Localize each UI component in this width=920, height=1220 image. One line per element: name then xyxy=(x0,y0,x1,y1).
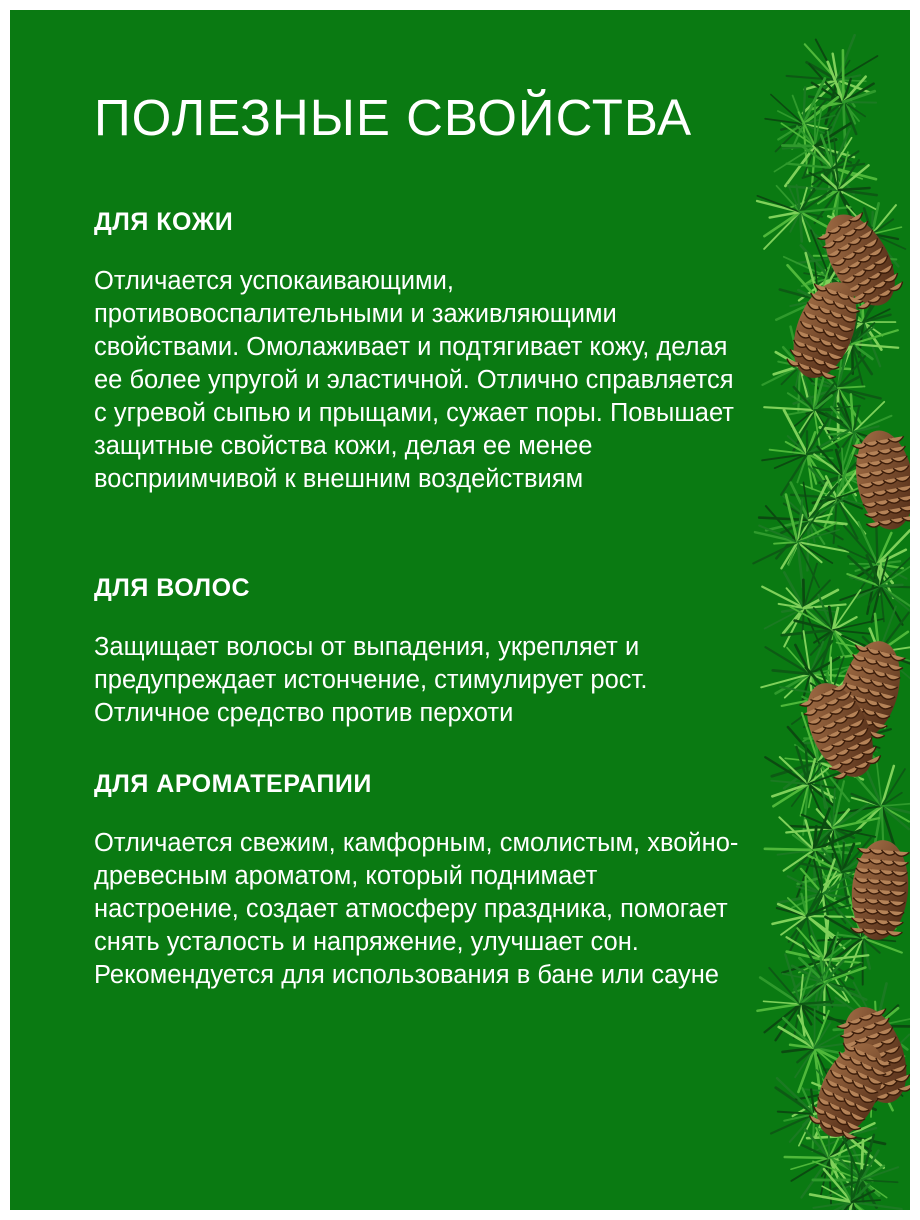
section-heading-aromatherapy: ДЛЯ АРОМАТЕРАПИИ xyxy=(94,770,372,798)
pine-needle xyxy=(806,877,807,916)
section-heading-hair: ДЛЯ ВОЛОС xyxy=(94,574,251,602)
pine-needle xyxy=(843,102,876,103)
pine-needle xyxy=(837,35,855,80)
pine-needle xyxy=(843,50,844,102)
pine-needle xyxy=(880,586,908,610)
section-text-skin: Отличается успокаивающими, противовоспалительными и заживляющими свойствами. Омолаживает и подтягивает кожу, делая ее более упругой и эластичной. Отлично справляется с угревой сыпью и прыщами, сужает поры. Повышает защитные свойства кожи, делая ее менее восприимчивой к внешним воздействиям xyxy=(94,267,734,493)
content-block xyxy=(94,89,744,989)
section-text-aromatherapy: Отличается свежим, камфорным, смолистым, хвойно-древесным ароматом, который поднимает настроение, создает атмосферу праздника, помогает снять усталость и напряжение, улучшает сон. Рекомендуется для использования в бане или сауне xyxy=(94,829,739,989)
pine-needle xyxy=(785,1157,829,1158)
pine-needle xyxy=(861,1180,897,1182)
pine-needle xyxy=(862,300,863,322)
pine-needle xyxy=(882,769,905,806)
pine-needle xyxy=(837,498,858,539)
pine-needle xyxy=(814,850,815,886)
pine-needle xyxy=(765,849,814,850)
pine-branch-with-cones-icon xyxy=(710,10,910,1210)
product-info-card xyxy=(10,10,910,1210)
pine-needle xyxy=(807,916,856,917)
section-heading-skin: ДЛЯ КОЖИ xyxy=(94,208,234,236)
pine-needle xyxy=(840,586,880,600)
pine-needle xyxy=(778,1112,814,1114)
pine-needle xyxy=(878,530,910,564)
pine-needle xyxy=(876,526,877,564)
pine-needle xyxy=(800,212,802,241)
pine-needle xyxy=(803,580,804,608)
page-title: ПОЛЕЗНЫЕ СВОЙСТВА xyxy=(94,89,693,146)
pine-needle xyxy=(880,585,902,586)
pine-needle xyxy=(764,407,814,410)
section-text-hair: Защищает волосы от выпадения, укрепляет и предупреждает истончение, стимулирует рост. Отличное средство против перхоти xyxy=(94,633,648,727)
pine-needle xyxy=(839,188,870,190)
